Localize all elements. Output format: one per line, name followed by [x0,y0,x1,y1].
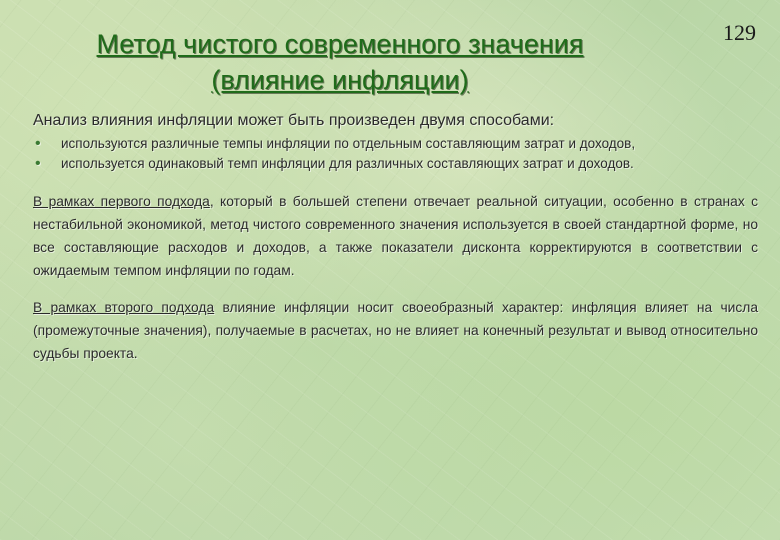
paragraph-text: , который в большей степени отвечает реальной ситуации, особенно в странах с нестабильной экономикой, метод чистого современного значения используется в своей стандартной форме, но все составляющие расходов и доходов, а также показатели дисконта корректируются в соответствии с ожидаемым темпом инфляции по годам. [33,194,758,278]
bullet-dot-icon: • [35,135,41,152]
paragraph-first-approach [33,190,758,282]
slide-title-line-1: Метод чистого современного значения [96,29,584,59]
slide-title-line-2: (влияние инфляции) [211,65,469,95]
paragraph-text: влияние инфляции носит своеобразный характер: инфляция влияет на числа (промежуточные значения), получаемые в расчетах, но не влияет на конечный результат и вывод относительно судьбы проекта. [33,300,759,361]
bullet-dot-icon: • [35,155,41,172]
slide-title [40,26,640,98]
paragraph-lead: В рамках второго подхода [33,300,215,315]
bullet-text: используется одинаковый темп инфляции для различных составляющих затрат и доходов. [61,156,634,171]
page-number: 129 [723,20,756,45]
bullet-item [33,154,758,174]
intro-text: Анализ влияния инфляции может быть произведен двумя способами: [33,112,555,129]
bullet-text: используются различные темпы инфляции по отдельным составляющим затрат и доходов, [61,136,636,151]
bullet-list [33,134,758,174]
slide-content [33,112,758,379]
paragraph-second-approach [33,296,758,365]
bullet-item [33,134,758,154]
paragraph-lead: В рамках первого подхода [33,194,210,209]
